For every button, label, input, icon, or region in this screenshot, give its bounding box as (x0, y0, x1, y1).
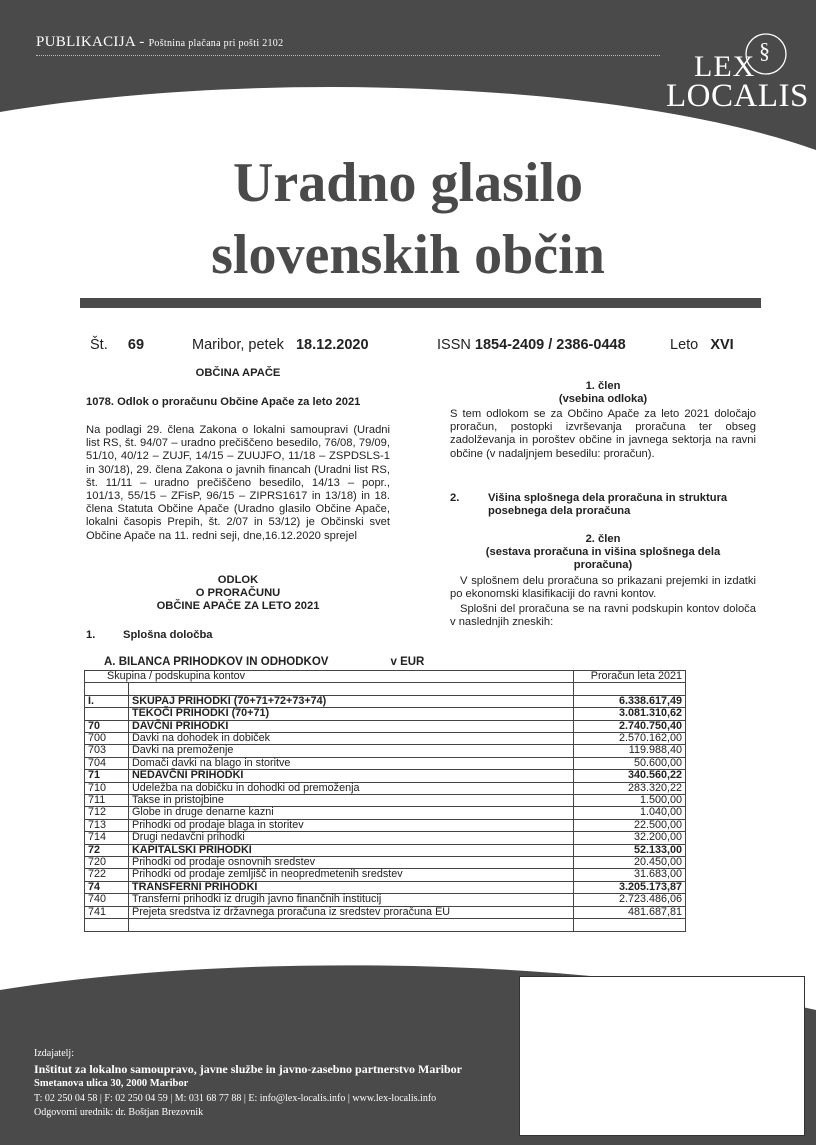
footer-contacts: T: 02 250 04 58 | F: 02 250 04 59 | M: 031 68 77 88 | E: info@lex-localis.info | www.lex-localis.info (34, 1093, 437, 1104)
table-row (85, 745, 686, 757)
odlok-title-2: O PRORAČUNU (195, 587, 281, 599)
konto-label: TEKOČI PRIHODKI (70+71) (129, 708, 574, 720)
table-row (85, 807, 686, 819)
table-row (85, 708, 686, 720)
table-row (85, 733, 686, 745)
konto-code: 720 (85, 857, 129, 869)
clen1-subheading: (vsebina odloka) (558, 393, 648, 405)
konto-value: 32.200,00 (574, 832, 686, 844)
balance-table-body (85, 671, 686, 932)
paragraph-icon: § (759, 38, 770, 63)
konto-label: Prihodki od prodaje osnovnih sredstev (129, 857, 574, 869)
table-row (85, 757, 686, 769)
konto-code: 710 (85, 782, 129, 794)
section2-number: 2. (450, 492, 460, 504)
section2-title: Višina splošnega dela proračuna in struktura posebnega dela proračuna (488, 492, 728, 518)
postnina-text: Poštnina plačana pri pošti 2102 (148, 38, 284, 49)
footer-address: Smetanova ulica 30, 2000 Maribor (34, 1078, 189, 1089)
konto-label: NEDAVČNI PRIHODKI (129, 770, 574, 782)
konto-label: Udeležba na dobičku in dohodki od premoženja (129, 782, 574, 794)
masthead-line2: slovenskih občin (211, 224, 605, 286)
konto-value: 22.500,00 (574, 819, 686, 831)
konto-code: 700 (85, 733, 129, 745)
masthead-line1: Uradno glasilo (232, 152, 584, 214)
table-unit: v EUR (390, 656, 425, 668)
konto-label: Domači davki na blago in storitve (129, 757, 574, 769)
table-row (85, 919, 686, 931)
konto-value: 2.740.750,40 (574, 720, 686, 732)
clen2-paragraph-1: V splošnem delu proračuna so prikazani prejemki in izdatki po ekonomski klasifikaciji do ravni kontov. (450, 575, 756, 601)
footer-editor: Odgovorni urednik: dr. Boštjan Brezovnik (34, 1107, 204, 1118)
odlok-title-3: OBČINE APAČE ZA LETO 2021 (156, 600, 320, 612)
section1-number: 1. (86, 629, 96, 641)
table-row (85, 857, 686, 869)
leto-value: XVI (710, 337, 734, 353)
konto-label: Davki na dohodek in dobiček (129, 733, 574, 745)
issue-date (192, 337, 369, 353)
konto-value: 2.723.486,06 (574, 894, 686, 906)
issue-year (670, 337, 734, 353)
konto-value: 340.560,22 (574, 770, 686, 782)
table-row (85, 869, 686, 881)
clen1-heading: 1. člen (585, 380, 621, 392)
table-row (85, 881, 686, 893)
table-row (85, 795, 686, 807)
column-header-group: Skupina / podskupina kontov (85, 671, 574, 683)
lex-localis-logo (660, 30, 809, 120)
konto-value: 119.988,40 (574, 745, 686, 757)
konto-value: 3.081.310,62 (574, 708, 686, 720)
address-label-box (519, 976, 805, 1136)
konto-code: 72 (85, 844, 129, 856)
konto-code: 712 (85, 807, 129, 819)
date-value: 18.12.2020 (295, 337, 369, 353)
konto-value: 31.683,00 (574, 869, 686, 881)
konto-label (129, 683, 574, 695)
publication-label (36, 34, 283, 51)
konto-value: 1.040,00 (574, 807, 686, 819)
table-row (85, 906, 686, 918)
konto-label: Globe in druge denarne kazni (129, 807, 574, 819)
municipality-heading: OBČINA APAČE (195, 367, 281, 379)
konto-code (85, 919, 129, 931)
konto-code: 741 (85, 906, 129, 918)
place-day: Maribor, petek (192, 337, 284, 353)
konto-code: 71 (85, 770, 129, 782)
konto-value: 20.450,00 (574, 857, 686, 869)
column-header-value: Proračun leta 2021 (574, 671, 686, 683)
konto-value: 52.133,00 (574, 844, 686, 856)
issn-label: ISSN (437, 337, 471, 353)
dotted-divider (36, 55, 660, 56)
table-row (85, 844, 686, 856)
konto-code: 703 (85, 745, 129, 757)
leto-label: Leto (670, 337, 699, 353)
table-row (85, 683, 686, 695)
table-title (104, 656, 424, 668)
konto-code (85, 683, 129, 695)
balance-table (84, 670, 686, 932)
preamble-text: Na podlagi 29. člena Zakona o lokalni samoupravi (Uradni list RS, št. 94/07 – uradno prečiščeno besedilo, 76/08, 79/09, 51/10, 40/12 – ZUJF, 14/15 – ZUUJFO, 11/18 – ZSPDSLS-1 in 30/18), 29. člena Zakona o javnih financah (Uradni list RS, št. 11/11 – uradno prečiščeno besedilo, 14/13 – popr., 101/13, 55/15 – ZFisP, 96/15 – ZIPRS1617 in 13/18) in 18. člena Statuta Občine Apače (Uradno glasilo Občine Apače, lokalni časopis Prepih, št. 2/07 in 53/12) je Občinski svet Občine Apače na 11. redni seji, dne,16.12.2020 sprejel (86, 424, 390, 542)
konto-code: 714 (85, 832, 129, 844)
konto-code: 711 (85, 795, 129, 807)
footer-publisher-label: Izdajatelj: (34, 1048, 74, 1059)
konto-code (85, 708, 129, 720)
clen2-heading: 2. člen (585, 533, 621, 545)
issn-value: 1854-2409 / 2386-0448 (474, 337, 626, 353)
dash: - (135, 34, 149, 50)
konto-label (129, 919, 574, 931)
table-header-row (85, 671, 686, 683)
clen1-text: S tem odlokom se za Občino Apače za leto 2021 določajo proračun, postopki izvrševanja proračuna ter obseg zadolževanja in poroštev občine in javnega sektorja na ravni občine (v nadaljnjem besedilu: proračun). (450, 408, 756, 460)
issue-issn (437, 337, 626, 353)
konto-value (574, 683, 686, 695)
konto-code: 704 (85, 757, 129, 769)
konto-label: Prejeta sredstva iz državnega proračuna iz sredstev proračuna EU (129, 906, 574, 918)
konto-value: 50.600,00 (574, 757, 686, 769)
konto-code: 722 (85, 869, 129, 881)
konto-label: KAPITALSKI PRIHODKI (129, 844, 574, 856)
konto-label: Prihodki od prodaje blaga in storitev (129, 819, 574, 831)
konto-label: Takse in pristojbine (129, 795, 574, 807)
table-row (85, 695, 686, 707)
konto-label: DAVČNI PRIHODKI (129, 720, 574, 732)
konto-label: Davki na premoženje (129, 745, 574, 757)
act-title: 1078. Odlok o proračunu Občine Apače za leto 2021 (86, 396, 361, 408)
table-row (85, 770, 686, 782)
st-value: 69 (127, 337, 145, 353)
konto-value (574, 919, 686, 931)
publikacija-text: PUBLIKACIJA (36, 34, 136, 50)
konto-code: 70 (85, 720, 129, 732)
konto-value: 283.320,22 (574, 782, 686, 794)
konto-code: 713 (85, 819, 129, 831)
konto-value: 1.500,00 (574, 795, 686, 807)
footer-institute: Inštitut za lokalno samoupravo, javne službe in javno-zasebno partnerstvo Maribor (34, 1062, 463, 1076)
table-row (85, 832, 686, 844)
st-label: Št. (90, 337, 108, 353)
table-row (85, 819, 686, 831)
issue-number (90, 337, 144, 353)
clen2-subheading: (sestava proračuna in višina splošnega dela proračuna) (485, 546, 721, 572)
konto-label: SKUPAJ PRIHODKI (70+71+72+73+74) (129, 695, 574, 707)
konto-label: TRANSFERNI PRIHODKI (129, 881, 574, 893)
konto-label: Drugi nedavčni prihodki (129, 832, 574, 844)
konto-value: 481.687,81 (574, 906, 686, 918)
table-row (85, 782, 686, 794)
logo-localis: LOCALIS (666, 78, 809, 114)
table-row (85, 894, 686, 906)
konto-label: Prihodki od prodaje zemljišč in neopredmetenih sredstev (129, 869, 574, 881)
konto-label: Transferni prihodki iz drugih javno finančnih institucij (129, 894, 574, 906)
konto-value: 2.570.162,00 (574, 733, 686, 745)
clen2-paragraph-2: Splošni del proračuna se na ravni podskupin kontov določa v naslednjih zneskih: (450, 603, 756, 629)
table-row (85, 720, 686, 732)
odlok-title-1: ODLOK (217, 574, 259, 586)
konto-code: 74 (85, 881, 129, 893)
konto-value: 3.205.173,87 (574, 881, 686, 893)
table-title-text: A. BILANCA PRIHODKOV IN ODHODKOV (104, 656, 329, 668)
konto-code: 740 (85, 894, 129, 906)
logo-lex: LEX (694, 50, 756, 83)
masthead-rule (80, 298, 761, 308)
konto-code: I. (85, 695, 129, 707)
konto-value: 6.338.617,49 (574, 695, 686, 707)
section1-title: Splošna določba (123, 629, 213, 641)
